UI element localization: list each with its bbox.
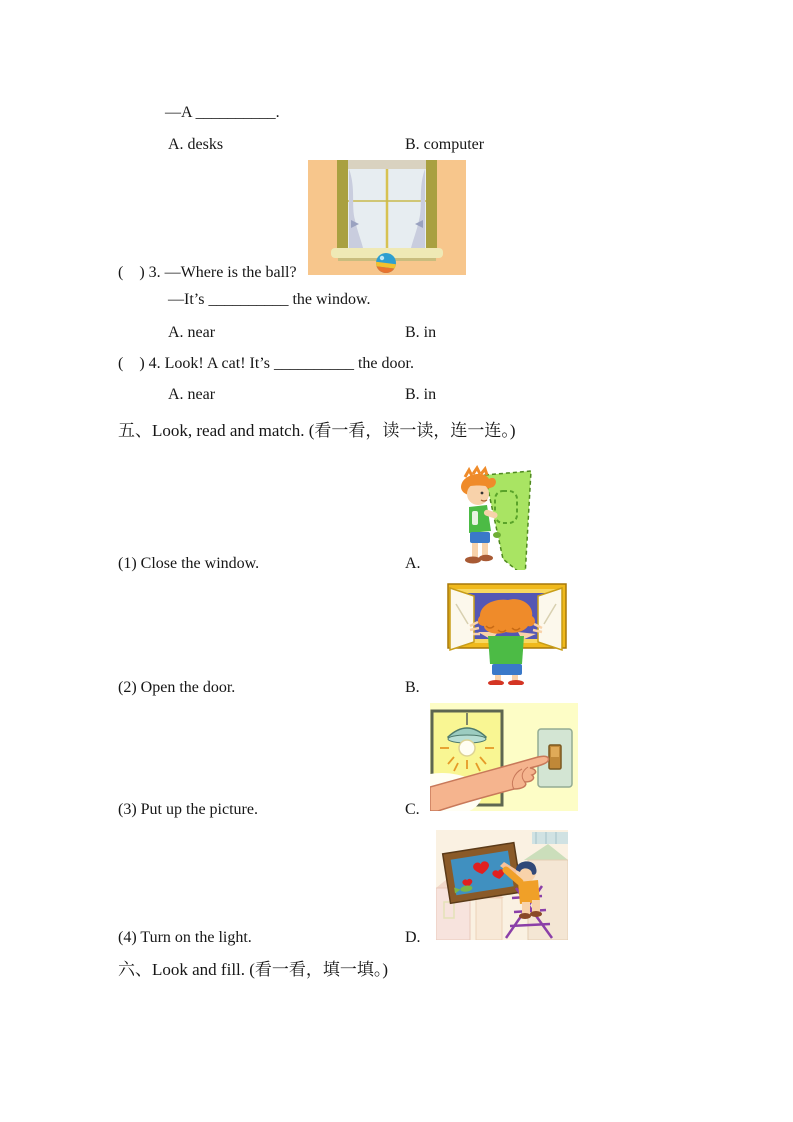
question-4-line: ( ) 4. Look! A cat! It’s __________ the door. — [118, 355, 414, 372]
hand-turning-on-light-illustration — [430, 703, 578, 811]
match-item-1: (1) Close the window. — [118, 555, 260, 572]
answer-stem-line: —A __________. — [165, 104, 280, 121]
match-item-4: (4) Turn on the light. — [118, 929, 252, 946]
match-letter-d: D. — [405, 929, 421, 946]
question-3-answer-line: —It’s __________ the window. — [168, 291, 371, 308]
q3-option-a: A. near — [168, 324, 216, 341]
q4-option-a: A. near — [168, 386, 216, 403]
question-3-line: ( ) 3. —Where is the ball? — [118, 264, 297, 281]
match-letter-c: C. — [405, 801, 420, 818]
match-item-3: (3) Put up the picture. — [118, 801, 258, 818]
window-ball-illustration — [308, 160, 466, 275]
option-a-desks: A. desks — [168, 136, 224, 153]
match-letter-a: A. — [405, 555, 421, 572]
boy-opening-door-illustration — [455, 455, 547, 570]
option-b-computer: B. computer — [405, 136, 485, 153]
boy-putting-up-picture-illustration — [436, 830, 568, 940]
q4-option-b: B. in — [405, 386, 437, 403]
match-item-2: (2) Open the door. — [118, 679, 236, 696]
match-letter-b: B. — [405, 679, 420, 696]
section-6-heading: 六、Look and fill. (看一看，填一填。) — [118, 960, 389, 979]
q3-option-b: B. in — [405, 324, 437, 341]
section-5-heading: 五、Look, read and match. (看一看，读一读，连一连。) — [118, 421, 516, 440]
boy-closing-window-illustration — [440, 580, 572, 685]
